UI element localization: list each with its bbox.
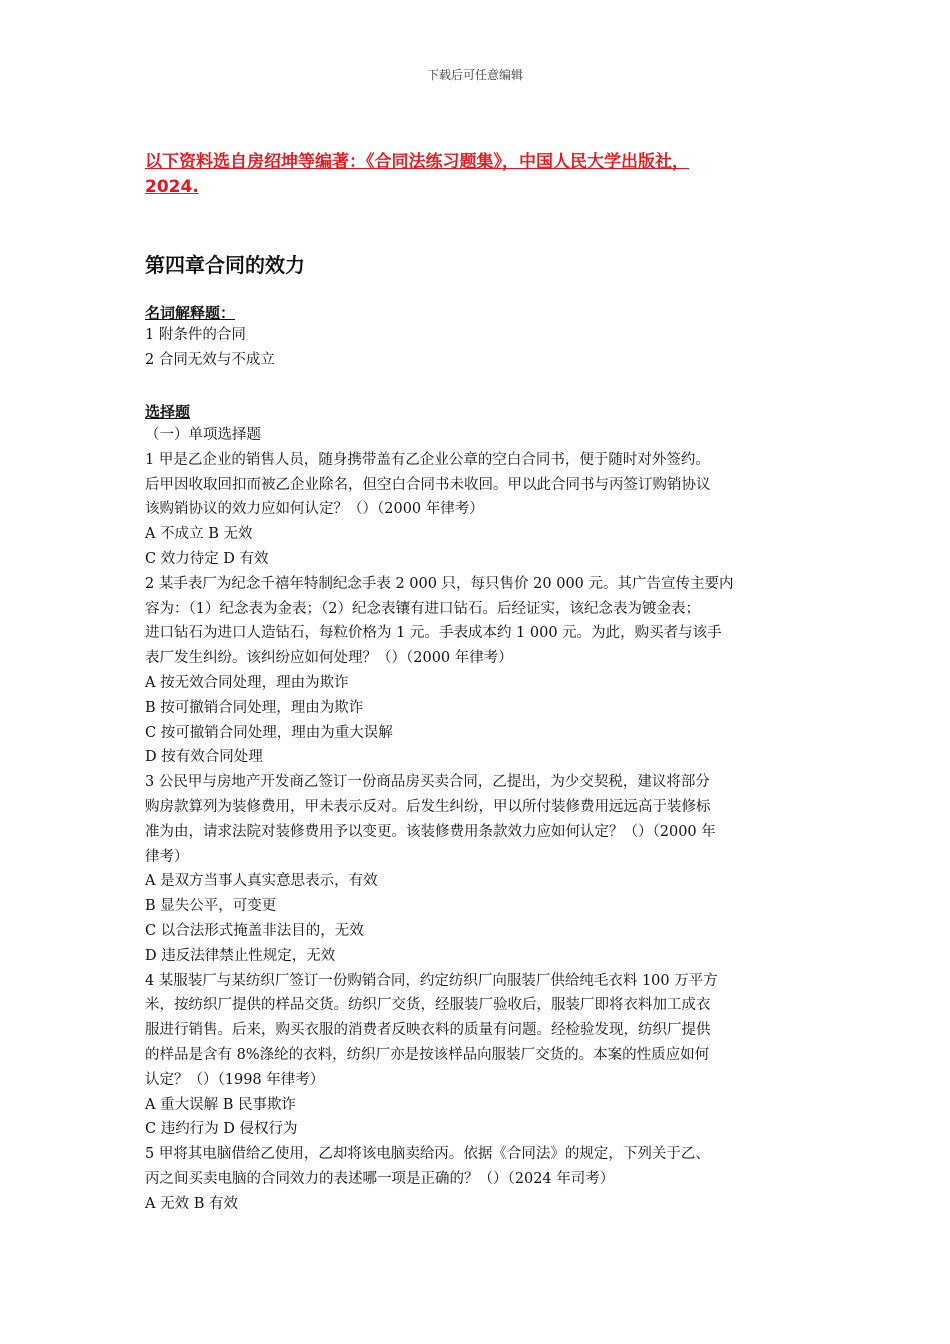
text-line: 该购销协议的效力应如何认定？（）（2000 年律考） bbox=[145, 501, 484, 518]
text-line: 后甲因收取回扣而被乙企业除名，但空白合同书未收回。甲以此合同书与丙签订购销协议 bbox=[145, 476, 711, 493]
text-line: 3 公民甲与房地产开发商乙签订一份商品房买卖合同，乙提出，为少交契税，建议将部分 bbox=[145, 774, 710, 791]
text-line: 表厂发生纠纷。该纠纷应如何处理？（）（2000 年律考） bbox=[145, 650, 513, 667]
source-line: 2024. bbox=[145, 177, 199, 197]
text-line: 1 甲是乙企业的销售人员，随身携带盖有乙企业公章的空白合同书，便于随时对外签约。 bbox=[145, 451, 710, 468]
text-line: 服进行销售。后来，购买衣服的消费者反映衣料的质量有问题。经检验发现，纺织厂提供 bbox=[145, 1022, 711, 1039]
text-line: 5 甲将其电脑借给乙使用，乙却将该电脑卖给丙。依据《合同法》的规定，下列关于乙、 bbox=[145, 1146, 710, 1163]
text-line: 律考） bbox=[145, 848, 189, 865]
text-line: B 按可撤销合同处理，理由为欺诈 bbox=[145, 699, 364, 716]
text-line: A 按无效合同处理，理由为欺诈 bbox=[145, 674, 349, 691]
choice-section-heading: 选择题 bbox=[145, 403, 191, 421]
terms-list bbox=[145, 323, 810, 373]
text-line: （一）单项选择题 bbox=[145, 427, 261, 443]
text-line: C 违约行为 D 侵权行为 bbox=[145, 1121, 298, 1138]
text-line: D 违反法律禁止性规定，无效 bbox=[145, 947, 336, 964]
text-line: D 按有效合同处理 bbox=[145, 749, 263, 766]
text-line: C 以合法形式掩盖非法目的，无效 bbox=[145, 922, 364, 939]
text-line: 丙之间买卖电脑的合同效力的表述哪一项是正确的？（）（2024 年司考） bbox=[145, 1170, 615, 1187]
text-line: A 是双方当事人真实意思表示，有效 bbox=[145, 873, 378, 890]
choice-questions bbox=[145, 423, 810, 1217]
source-citation bbox=[145, 150, 835, 200]
list-item: 2 合同无效与不成立 bbox=[145, 351, 275, 368]
text-line: 2 某手表厂为纪念千禧年特制纪念手表 2 000 只，每只售价 20 000 元。其广告宣传主要内 bbox=[145, 575, 734, 592]
terms-section-heading: 名词解释题： bbox=[145, 304, 236, 322]
source-line: 以下资料选自房绍坤等编著：《合同法练习题集》，中国人民大学出版社， bbox=[145, 152, 689, 172]
text-line: C 效力待定 D 有效 bbox=[145, 550, 269, 567]
text-line: A 无效 B 有效 bbox=[145, 1195, 238, 1212]
list-item: 1 附条件的合同 bbox=[145, 327, 246, 343]
text-line: 的样品是含有 8%涤纶的衣料，纺织厂亦是按该样品向服装厂交货的。本案的性质应如何 bbox=[145, 1046, 710, 1063]
text-line: 准为由，请求法院对装修费用予以变更。该装修费用条款效力应如何认定？（）（2000 年 bbox=[145, 823, 716, 840]
chapter-title: 第四章合同的效力 bbox=[145, 253, 305, 277]
text-line: 进口钻石为进口人造钻石，每粒价格为 1 元。手表成本约 1 000 元。为此，购买者与该手 bbox=[145, 625, 722, 642]
text-line: A 重大误解 B 民事欺诈 bbox=[145, 1096, 296, 1113]
text-line: B 显失公平，可变更 bbox=[145, 898, 277, 915]
header-note: 下载后可任意编辑 bbox=[426, 68, 523, 82]
text-line: A 不成立 B 无效 bbox=[145, 526, 253, 543]
text-line: 4 某服装厂与某纺织厂签订一份购销合同，约定纺织厂向服装厂供给纯毛衣料 100 万平方 bbox=[145, 972, 718, 989]
text-line: C 按可撤销合同处理，理由为重大误解 bbox=[145, 724, 393, 741]
text-line: 容为：（1）纪念表为金表；（2）纪念表镶有进口钻石。后经证实，该纪念表为镀金表； bbox=[145, 600, 700, 617]
text-line: 认定？（）（1998 年律考） bbox=[145, 1071, 325, 1088]
text-line: 米，按纺织厂提供的样品交货。纺织厂交货，经服装厂验收后，服装厂即将衣料加工成衣 bbox=[145, 997, 711, 1014]
text-line: 购房款算列为装修费用，甲未表示反对。后发生纠纷，甲以所付装修费用远远高于装修标 bbox=[145, 798, 711, 815]
